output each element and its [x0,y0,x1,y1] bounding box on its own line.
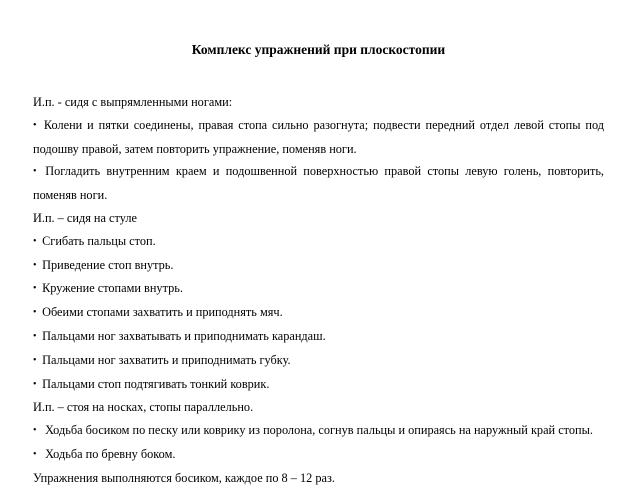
list-item [33,301,604,325]
list-item-text: Погладить внутренним краем и подошвенной поверхностью правой стопы левую голень, повторить, поменяв ноги. [33,164,605,203]
bullet-icon: • [33,378,37,390]
bullet-icon: • [33,307,37,319]
list-item [33,419,604,443]
list-item-text: Сгибать пальцы стоп. [42,233,156,248]
bullet-icon: • [33,259,37,271]
list-item [33,443,604,467]
list-item-text: Ходьба по бревну боком. [45,446,176,461]
bullet-icon: • [33,166,37,178]
bullet-icon: • [33,425,37,437]
list-item [33,325,604,349]
list-item [33,373,604,397]
document-body [33,91,604,490]
section-heading-standing-on-toes: И.п. – стоя на носках, стопы параллельно. [33,400,254,415]
list-item-text: Обеими стопами захватить и приподнять мяч. [42,305,283,320]
list-item-text: Пальцами ног захватывать и приподнимать карандаш. [42,328,326,343]
list-item-text: Ходьба босиком по песку или коврику из поролона, согнув пальцы и опираясь на наружный край стопы. [45,423,593,438]
list-item [33,114,604,161]
bullet-icon: • [33,354,37,366]
page-title: Комплекс упражнений при плоскостопии [191,42,446,57]
bullet-icon: • [33,235,37,247]
list-item [33,160,604,207]
list-item-text: Пальцами стоп подтягивать тонкий коврик. [42,376,270,391]
list-item-text: Пальцами ног захватить и приподнимать губку. [42,352,291,367]
list-item [33,254,604,278]
bullet-icon: • [33,448,37,460]
list-item-text: Приведение стоп внутрь. [42,257,174,272]
section-heading-sitting-straight-legs: И.п. - сидя с выпрямленными ногами: [33,95,233,109]
list-item [33,349,604,373]
list-item [33,277,604,301]
list-item [33,230,604,254]
bullet-icon: • [33,330,37,342]
bullet-icon: • [33,119,37,131]
section-heading-sitting-on-chair: И.п. – сидя на стуле [33,210,137,225]
bullet-icon: • [33,283,37,295]
footer-note: Упражнения выполняются босиком, каждое по 8 – 12 раз. [33,470,335,485]
list-item-text: Колени и пятки соединены, правая стопа сильно разогнута; подвести передний отдел левой стопы под подошву правой, затем повторить упражнение, поменяв ноги. [33,117,604,156]
list-item-text: Кружение стопами внутрь. [42,281,183,296]
